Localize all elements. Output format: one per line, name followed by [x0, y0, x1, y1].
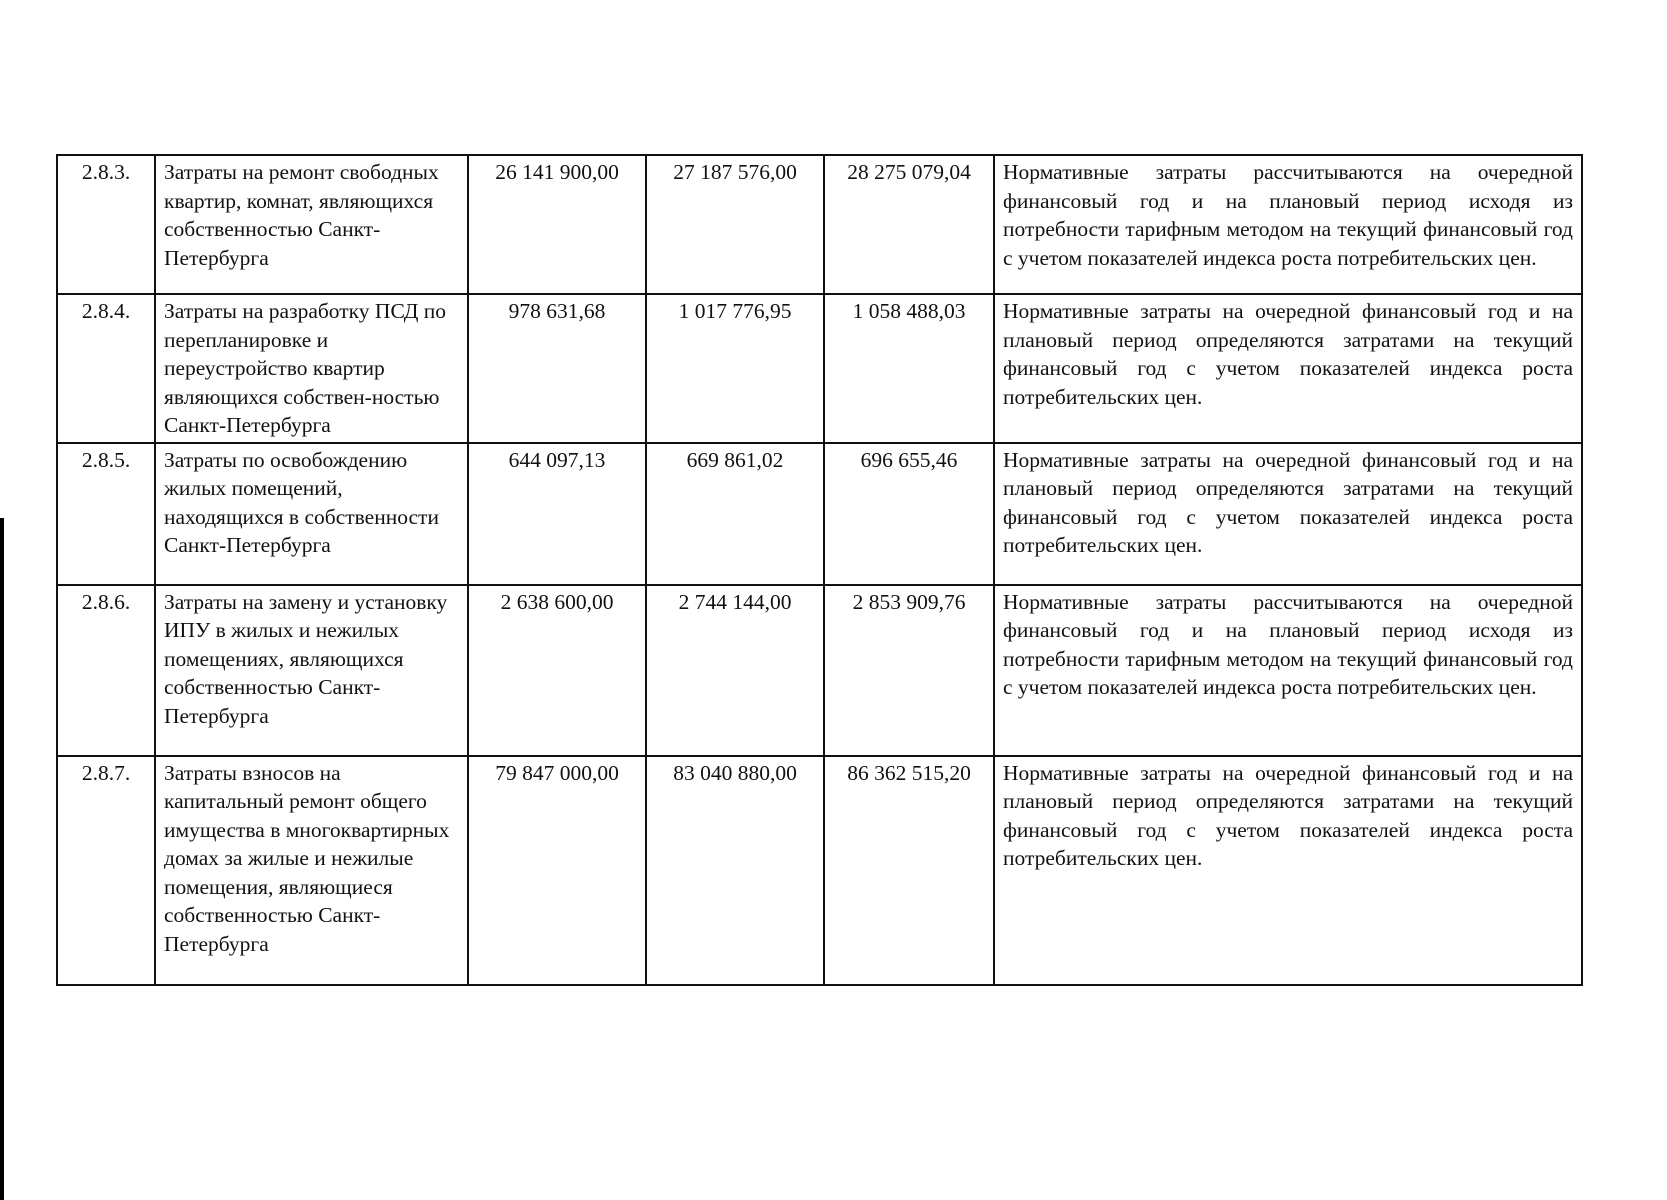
row-value-year-2: 27 187 576,00 — [646, 155, 824, 294]
row-value-year-1: 644 097,13 — [468, 443, 646, 585]
table-row — [57, 294, 1582, 443]
row-value-year-2: 83 040 880,00 — [646, 756, 824, 985]
row-note: Нормативные затраты на очередной финансовый год и на плановый период определяются затратами на текущий финансовый год с учетом показателей индекса роста потребительских цен. — [994, 756, 1582, 985]
row-name: Затраты на разработку ПСД по перепланировке и переустройство квартир являющихся собствен-ностью Санкт-Петербурга — [155, 294, 468, 443]
table-row — [57, 155, 1582, 294]
row-value-year-2: 1 017 776,95 — [646, 294, 824, 443]
row-value-year-1: 79 847 000,00 — [468, 756, 646, 985]
table-row — [57, 585, 1582, 756]
budget-table — [56, 154, 1583, 986]
row-code: 2.8.3. — [57, 155, 155, 294]
scan-edge-mark — [0, 518, 4, 1200]
row-value-year-3: 696 655,46 — [824, 443, 994, 585]
row-note: Нормативные затраты на очередной финансовый год и на плановый период определяются затратами на текущий финансовый год с учетом показателей индекса роста потребительских цен. — [994, 443, 1582, 585]
row-name: Затраты взносов на капитальный ремонт общего имущества в многоквартирных домах за жилые и нежилые помещения, являющиеся собственностью Санкт-Петербурга — [155, 756, 468, 985]
row-value-year-1: 2 638 600,00 — [468, 585, 646, 756]
row-name: Затраты на ремонт свободных квартир, комнат, являющихся собственностью Санкт-Петербурга — [155, 155, 468, 294]
row-note: Нормативные затраты рассчитываются на очередной финансовый год и на плановый период исходя из потребности тарифным методом на текущий финансовый год с учетом показателей индекса роста потребительских цен. — [994, 155, 1582, 294]
row-value-year-3: 2 853 909,76 — [824, 585, 994, 756]
table-row — [57, 756, 1582, 985]
row-value-year-1: 26 141 900,00 — [468, 155, 646, 294]
row-name: Затраты по освобождению жилых помещений, находящихся в собственности Санкт-Петербурга — [155, 443, 468, 585]
row-code: 2.8.5. — [57, 443, 155, 585]
row-value-year-2: 2 744 144,00 — [646, 585, 824, 756]
row-value-year-3: 28 275 079,04 — [824, 155, 994, 294]
row-value-year-3: 1 058 488,03 — [824, 294, 994, 443]
row-name: Затраты на замену и установку ИПУ в жилых и нежилых помещениях, являющихся собственностью Санкт-Петербурга — [155, 585, 468, 756]
table-row — [57, 443, 1582, 585]
row-code: 2.8.6. — [57, 585, 155, 756]
row-code: 2.8.7. — [57, 756, 155, 985]
row-note: Нормативные затраты рассчитываются на очередной финансовый год и на плановый период исходя из потребности тарифным методом на текущий финансовый год с учетом показателей индекса роста потребительских цен. — [994, 585, 1582, 756]
row-note: Нормативные затраты на очередной финансовый год и на плановый период определяются затратами на текущий финансовый год с учетом показателей индекса роста потребительских цен. — [994, 294, 1582, 443]
row-value-year-3: 86 362 515,20 — [824, 756, 994, 985]
row-value-year-2: 669 861,02 — [646, 443, 824, 585]
row-value-year-1: 978 631,68 — [468, 294, 646, 443]
row-code: 2.8.4. — [57, 294, 155, 443]
